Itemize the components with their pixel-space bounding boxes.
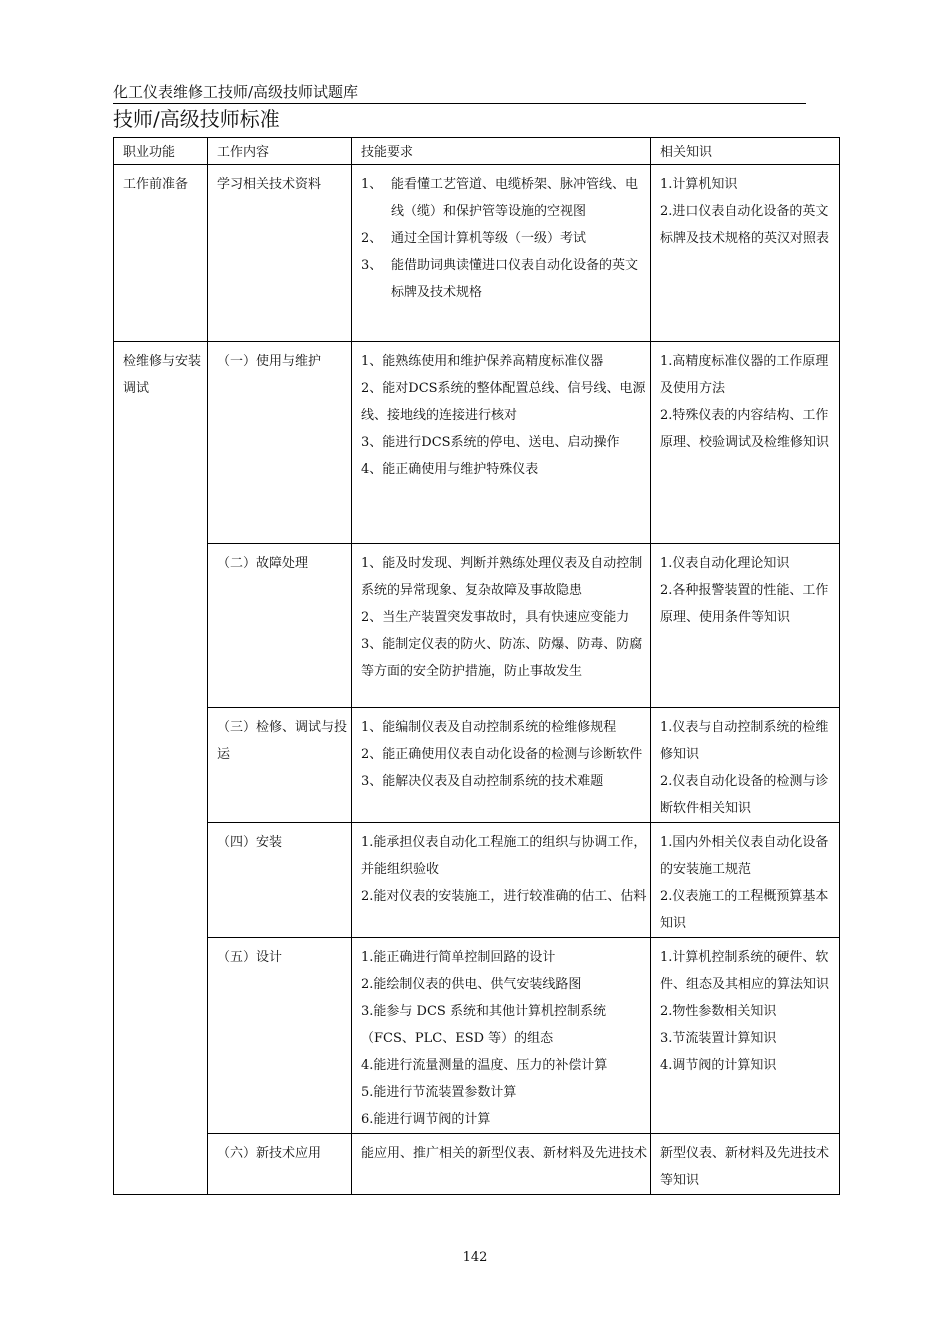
item-number: 3、: [361, 258, 383, 273]
table-row: [114, 544, 840, 708]
item-number: 1、: [361, 177, 383, 192]
cell-knowledge: [651, 823, 840, 938]
skill-item: 2、能正确使用仪表自动化设备的检测与诊断软件: [361, 747, 643, 762]
cell-knowledge: [651, 544, 840, 708]
knowledge-item: 1.仪表与自动控制系统的检维修知识: [660, 720, 829, 762]
knowledge-item: 3.节流装置计算知识: [660, 1031, 777, 1046]
cell-skills: [352, 165, 651, 342]
cell-knowledge: [651, 342, 840, 544]
skill-item: 5.能进行节流装置参数计算: [361, 1085, 517, 1100]
skill-item: 1、能编制仪表及自动控制系统的检维修规程: [361, 720, 617, 735]
cell-content: （四）安装: [208, 823, 352, 938]
skill-item: 3、能解决仪表及自动控制系统的技术难题: [361, 774, 604, 789]
table-row: [114, 938, 840, 1134]
table-header-row: [114, 138, 840, 165]
running-header: 化工仪表维修工技师/高级技师试题库: [113, 82, 806, 104]
knowledge-item: 2.特殊仪表的内容结构、工作原理、校验调试及检维修知识: [660, 408, 830, 450]
skill-item: [361, 252, 650, 306]
table-row: [114, 165, 840, 342]
cell-skills: [352, 342, 651, 544]
skill-item: 3、能制定仪表的防火、防冻、防爆、防毒、防腐等方面的安全防护措施，防止事故发生: [361, 637, 643, 679]
skill-item: 1、能及时发现、判断并熟练处理仪表及自动控制系统的异常现象、复杂故障及事故隐患: [361, 556, 643, 598]
column-header-function: 职业功能: [114, 138, 208, 165]
skill-item: 6.能进行调节阀的计算: [361, 1112, 491, 1127]
knowledge-item: 1.高精度标准仪器的工作原理及使用方法: [660, 354, 829, 396]
cell-skills: [352, 823, 651, 938]
table-row: [114, 708, 840, 823]
skill-item: 1.能承担仪表自动化工程施工的组织与协调工作，并能组织验收: [361, 835, 647, 877]
cell-knowledge: [651, 708, 840, 823]
skill-item: 4、能正确使用与维护特殊仪表: [361, 462, 539, 477]
skill-item: 1.能正确进行简单控制回路的设计: [361, 950, 556, 965]
skill-item: 2、当生产装置突发事故时，具有快速应变能力: [361, 610, 630, 625]
skill-item: [361, 225, 650, 252]
knowledge-item: 2.各种报警装置的性能、工作原理、使用条件等知识: [660, 583, 829, 625]
table-row: [114, 823, 840, 938]
cell-content: （三）检修、调试与投运: [208, 708, 352, 823]
cell-knowledge: [651, 1134, 840, 1195]
cell-function: 检维修与安装调试: [114, 342, 208, 1195]
column-header-skills: 技能要求: [352, 138, 651, 165]
cell-knowledge: [651, 165, 840, 342]
cell-content: 学习相关技术资料: [208, 165, 352, 342]
skill-item: 2.能绘制仪表的供电、供气安装线路图: [361, 977, 582, 992]
item-text: 通过全国计算机等级（一级）考试: [391, 231, 587, 246]
knowledge-item: 4.调节阀的计算知识: [660, 1058, 777, 1073]
skill-item: 能应用、推广相关的新型仪表、新材料及先进技术: [361, 1146, 648, 1161]
cell-knowledge: [651, 938, 840, 1134]
knowledge-item: 1.计算机控制系统的硬件、软件、组态及其相应的算法知识: [660, 950, 830, 992]
skill-item: [361, 171, 650, 225]
knowledge-item: 2.仪表施工的工程概预算基本知识: [660, 889, 829, 931]
cell-skills: [352, 544, 651, 708]
skill-item: 4.能进行流量测量的温度、压力的补偿计算: [361, 1058, 608, 1073]
skill-item: 2.能对仪表的安装施工，进行较准确的估工、估料: [361, 889, 647, 904]
knowledge-item: 1.计算机知识: [660, 177, 738, 192]
skill-item: 3.能参与 DCS 系统和其他计算机控制系统（FCS、PLC、ESD 等）的组态: [361, 1004, 606, 1046]
table-row: [114, 342, 840, 544]
cell-skills: [352, 708, 651, 823]
cell-content: （六）新技术应用: [208, 1134, 352, 1195]
skill-item: 1、能熟练使用和维护保养高精度标准仪器: [361, 354, 604, 369]
skill-item: 3、能进行DCS系统的停电、送电、启动操作: [361, 435, 620, 450]
cell-skills: [352, 938, 651, 1134]
skill-item: 2、能对DCS系统的整体配置总线、信号线、电源线、接地线的连接进行核对: [361, 381, 646, 423]
table-row: [114, 1134, 840, 1195]
cell-skills: [352, 1134, 651, 1195]
cell-content: （二）故障处理: [208, 544, 352, 708]
item-number: 2、: [361, 231, 383, 246]
cell-content: （一）使用与维护: [208, 342, 352, 544]
knowledge-item: 1.仪表自动化理论知识: [660, 556, 790, 571]
item-text: 能借助词典读懂进口仪表自动化设备的英文标牌及技术规格: [391, 258, 639, 300]
knowledge-item: 1.国内外相关仪表自动化设备的安装施工规范: [660, 835, 829, 877]
column-header-content: 工作内容: [208, 138, 352, 165]
standards-table: [113, 137, 840, 1195]
knowledge-item: 2.进口仪表自动化设备的英文标牌及技术规格的英汉对照表: [660, 204, 830, 246]
column-header-knowledge: 相关知识: [651, 138, 840, 165]
cell-content: （五）设计: [208, 938, 352, 1134]
page-number: 142: [462, 1250, 488, 1265]
knowledge-item: 2.仪表自动化设备的检测与诊断软件相关知识: [660, 774, 829, 816]
page-title: 技师/高级技师标准: [113, 107, 280, 131]
cell-function: 工作前准备: [114, 165, 208, 342]
knowledge-item: 新型仪表、新材料及先进技术等知识: [660, 1146, 830, 1188]
item-text: 能看懂工艺管道、电缆桥架、脉冲管线、电线（缆）和保护管等设施的空视图: [391, 177, 639, 219]
knowledge-item: 2.物性参数相关知识: [660, 1004, 777, 1019]
